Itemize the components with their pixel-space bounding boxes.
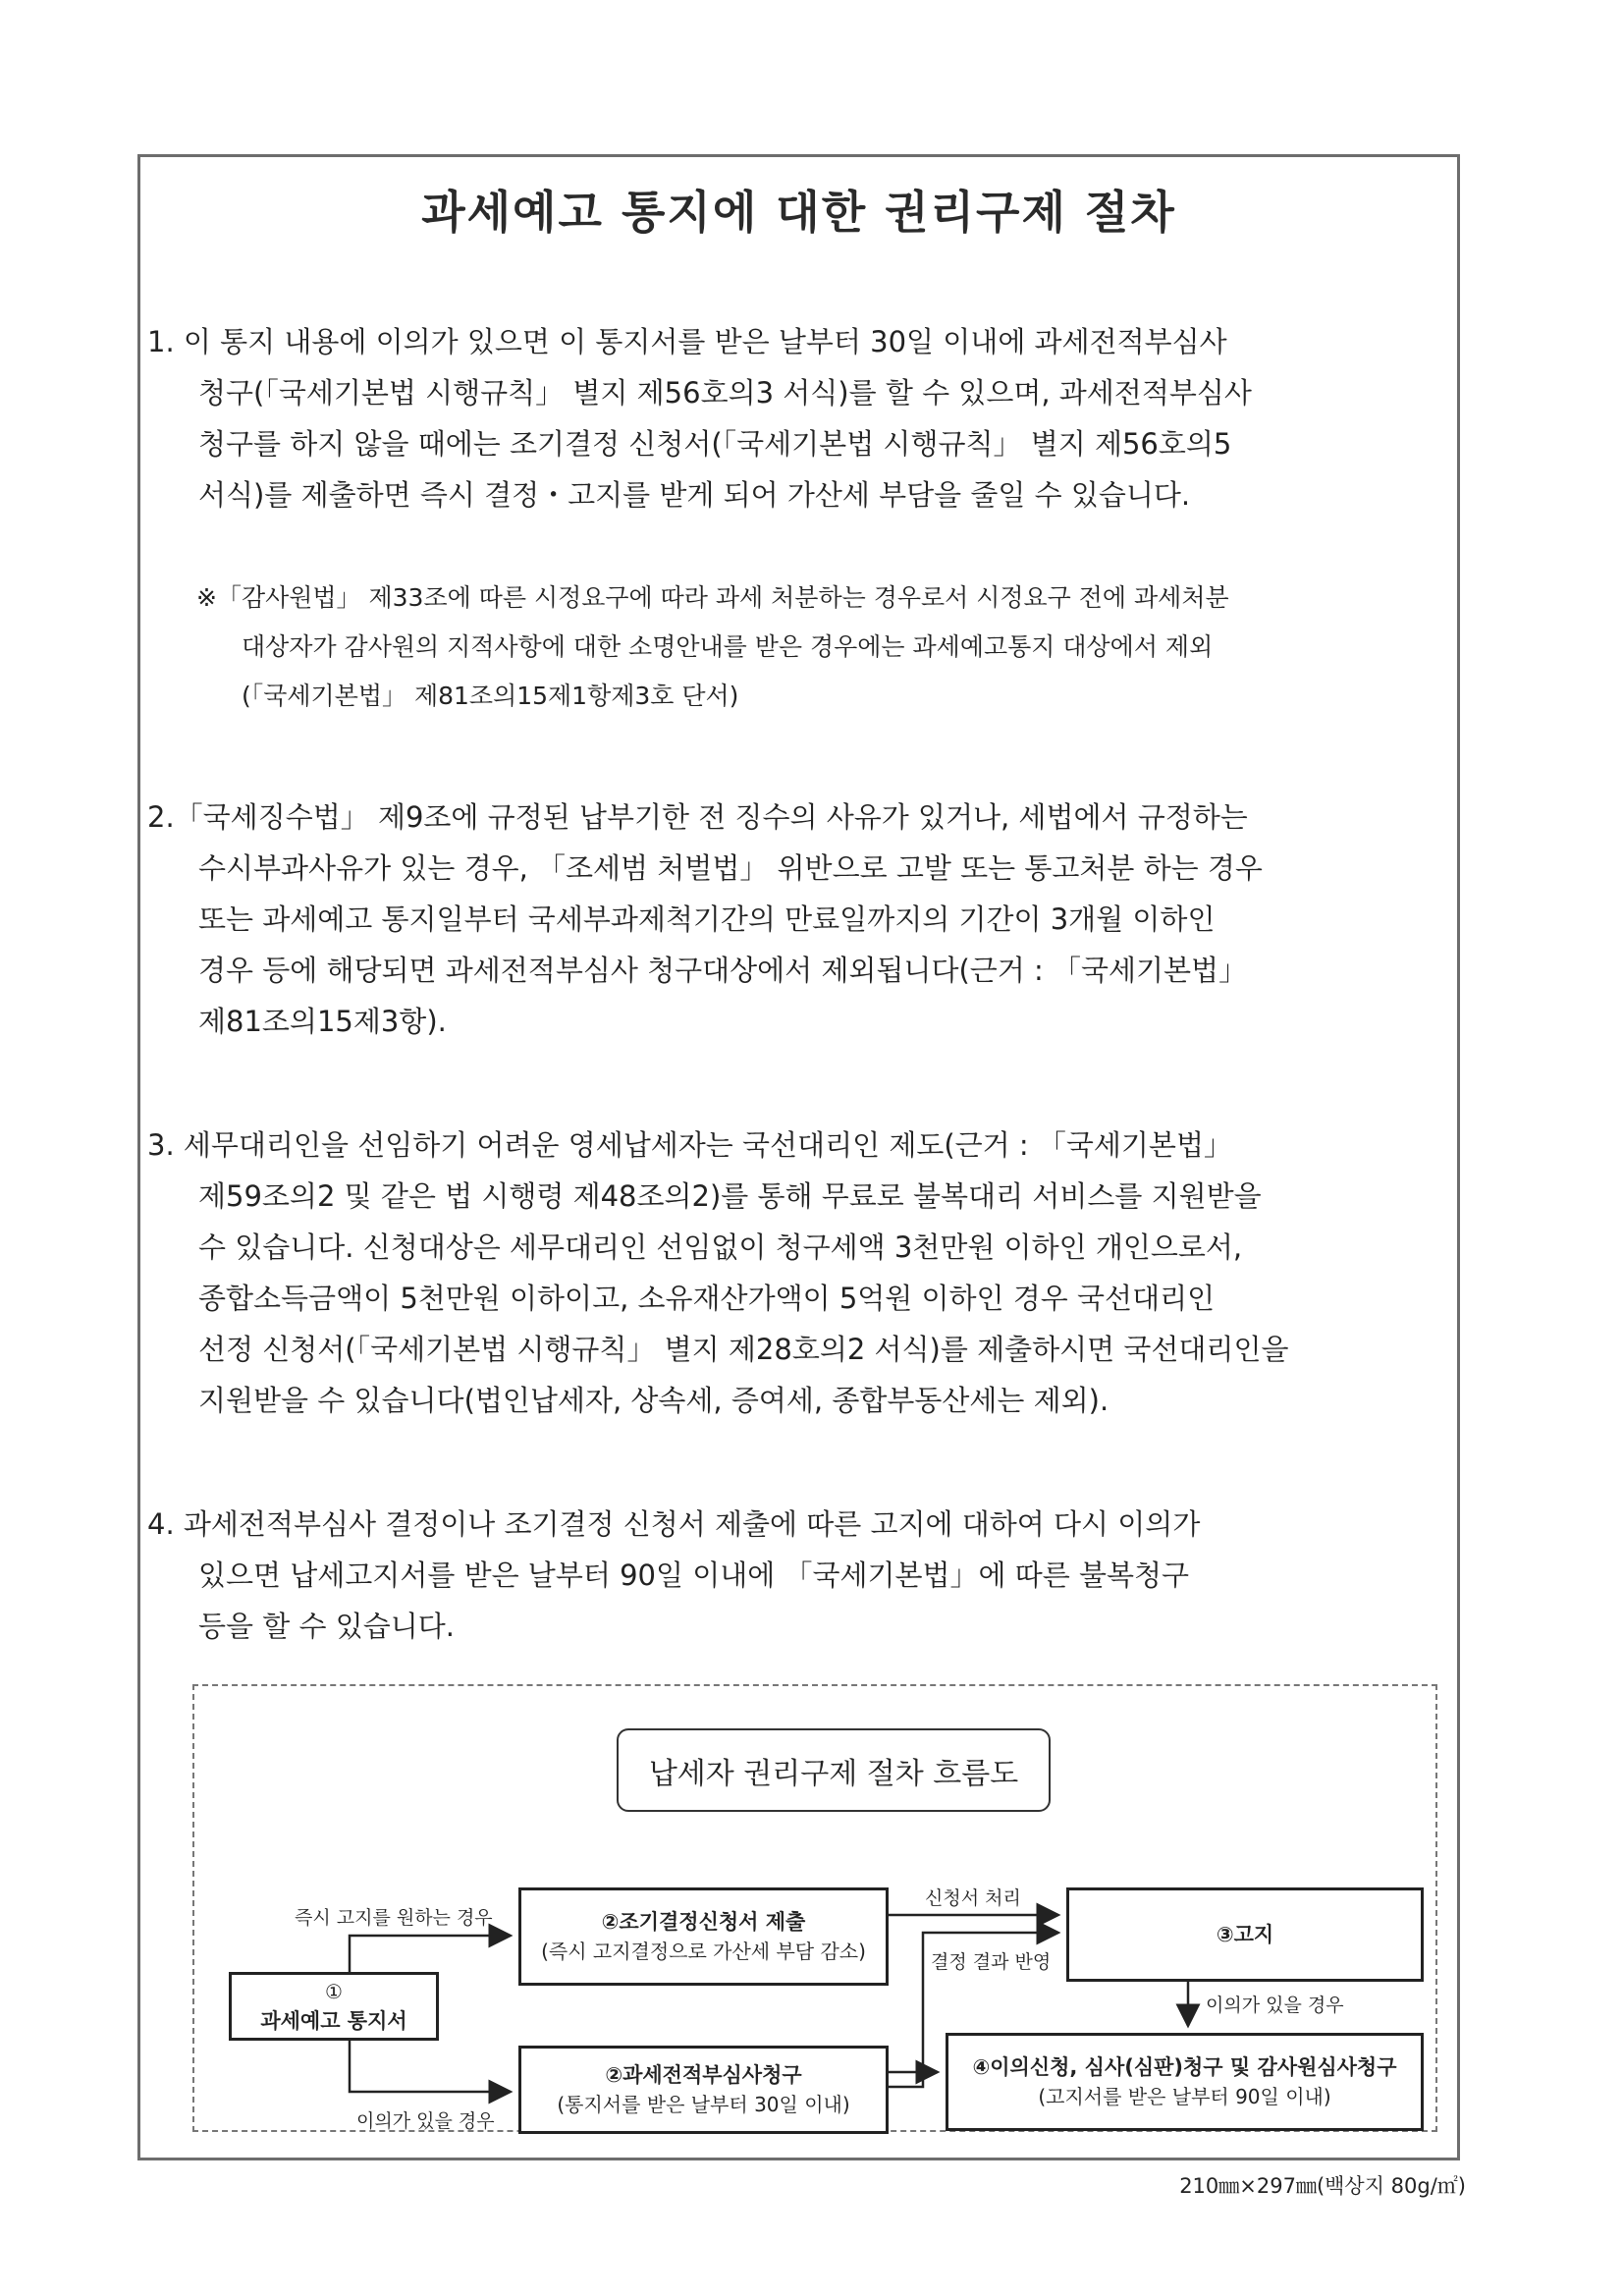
item-3-line: 선정 신청서(「국세기본법 시행규칙」 별지 제28호의2 서식)를 제출하시면 국선대리인을 <box>198 1333 1289 1366</box>
item-1-line: 서식)를 제출하면 즉시 결정・고지를 받게 되어 가산세 부담을 줄일 수 있습니다. <box>198 478 1191 512</box>
appeal-label: ④이의신청, 심사(심판)청구 및 감사원심사청구 <box>972 2055 1397 2079</box>
item-3-line: 수 있습니다. 신청대상은 세무대리인 선임없이 청구세액 3천만원 이하인 개인으로서, <box>198 1230 1243 1264</box>
notice-label: 과세예고 통지서 <box>260 2009 407 2033</box>
item-4-line: 4. 과세전적부심사 결정이나 조기결정 신청서 제출에 따른 고지에 대하여 다시 이의가 <box>147 1507 1201 1541</box>
item-3-line: 3. 세무대리인을 선임하기 어려운 영세납세자는 국선대리인 제도(근거 : 「국세기본법」 <box>147 1128 1232 1162</box>
early-decision-sub: (즉시 고지결정으로 가산세 부담 감소) <box>541 1940 866 1963</box>
paper-spec: 210㎜×297㎜(백상지 80g/㎡) <box>1179 2174 1466 2198</box>
notice-box <box>229 1972 439 2041</box>
item-4-line: 있으면 납세고지서를 받은 날부터 90일 이내에 「국세기본법」에 따른 불복청구 <box>198 1558 1190 1592</box>
note-line: ※「감사원법」 제33조에 따른 시정요구에 따라 과세 처분하는 경우로서 시정요구 전에 과세처분 <box>196 583 1229 612</box>
early-decision-label: ②조기결정신청서 제출 <box>601 1910 806 1934</box>
flowchart-title: 납세자 권리구제 절차 흐름도 <box>617 1728 1051 1812</box>
item-2-line: 수시부과사유가 있는 경우, 「조세범 처벌법」 위반으로 고발 또는 통고처분 하는 경우 <box>198 851 1263 885</box>
page-title: 과세예고 통지에 대한 권리구제 절차 <box>421 186 1176 239</box>
pre-assessment-review-sub: (통지서를 받은 날부터 30일 이내) <box>557 2093 850 2116</box>
pre-assessment-review-box <box>518 2046 889 2134</box>
item-2-line: 2.「국세징수법」 제9조에 규정된 납부기한 전 징수의 사유가 있거나, 세법에서 규정하는 <box>147 800 1248 834</box>
early-decision-box <box>518 1887 889 1986</box>
appeal-box <box>946 2033 1424 2131</box>
item-2-line: 제81조의15제3항). <box>198 1005 447 1038</box>
note-line: (「국세기본법」 제81조의15제1항제3호 단서) <box>242 682 739 710</box>
item-3-line: 제59조의2 및 같은 법 시행령 제48조의2)를 통해 무료로 불복대리 서비스를 지원받을 <box>198 1179 1262 1213</box>
item-1-line: 청구를 하지 않을 때에는 조기결정 신청서(「국세기본법 시행규칙」 별지 제56호의5 <box>198 427 1232 461</box>
item-2-line: 또는 과세예고 통지일부터 국세부과제척기간의 만료일까지의 기간이 3개월 이하인 <box>198 902 1216 936</box>
item-3-line: 종합소득금액이 5천만원 이하이고, 소유재산가액이 5억원 이하인 경우 국선대리인 <box>198 1282 1216 1315</box>
item-1-line: 1. 이 통지 내용에 이의가 있으면 이 통지서를 받은 날부터 30일 이내에 과세전적부심사 <box>147 325 1227 358</box>
billing-box <box>1066 1887 1424 1982</box>
label-reflect: 결정 결과 반영 <box>931 1951 1052 1973</box>
notice-number: ① <box>325 1980 343 2003</box>
item-2-line: 경우 등에 해당되면 과세전적부심사 청구대상에서 제외됩니다(근거 : 「국세기본법」 <box>198 954 1248 987</box>
label-immediate: 즉시 고지를 원하는 경우 <box>295 1907 493 1929</box>
item-4-line: 등을 할 수 있습니다. <box>198 1610 455 1643</box>
item-1-line: 청구(「국세기본법 시행규칙」 별지 제56호의3 서식)를 할 수 있으며, 과세전적부심사 <box>198 376 1252 410</box>
label-objection-1: 이의가 있을 경우 <box>356 2110 495 2132</box>
label-process: 신청서 처리 <box>925 1887 1021 1909</box>
label-objection-2: 이의가 있을 경우 <box>1206 1995 1344 2016</box>
appeal-sub: (고지서를 받은 날부터 90일 이내) <box>1038 2085 1331 2108</box>
pre-assessment-review-label: ②과세전적부심사청구 <box>605 2063 802 2087</box>
billing-label: ③고지 <box>1216 1923 1274 1946</box>
item-3-line: 지원받을 수 있습니다(법인납세자, 상속세, 증여세, 종합부동산세는 제외). <box>198 1384 1109 1417</box>
note-line: 대상자가 감사원의 지적사항에 대한 소명안내를 받은 경우에는 과세예고통지 대상에서 제외 <box>242 632 1214 661</box>
